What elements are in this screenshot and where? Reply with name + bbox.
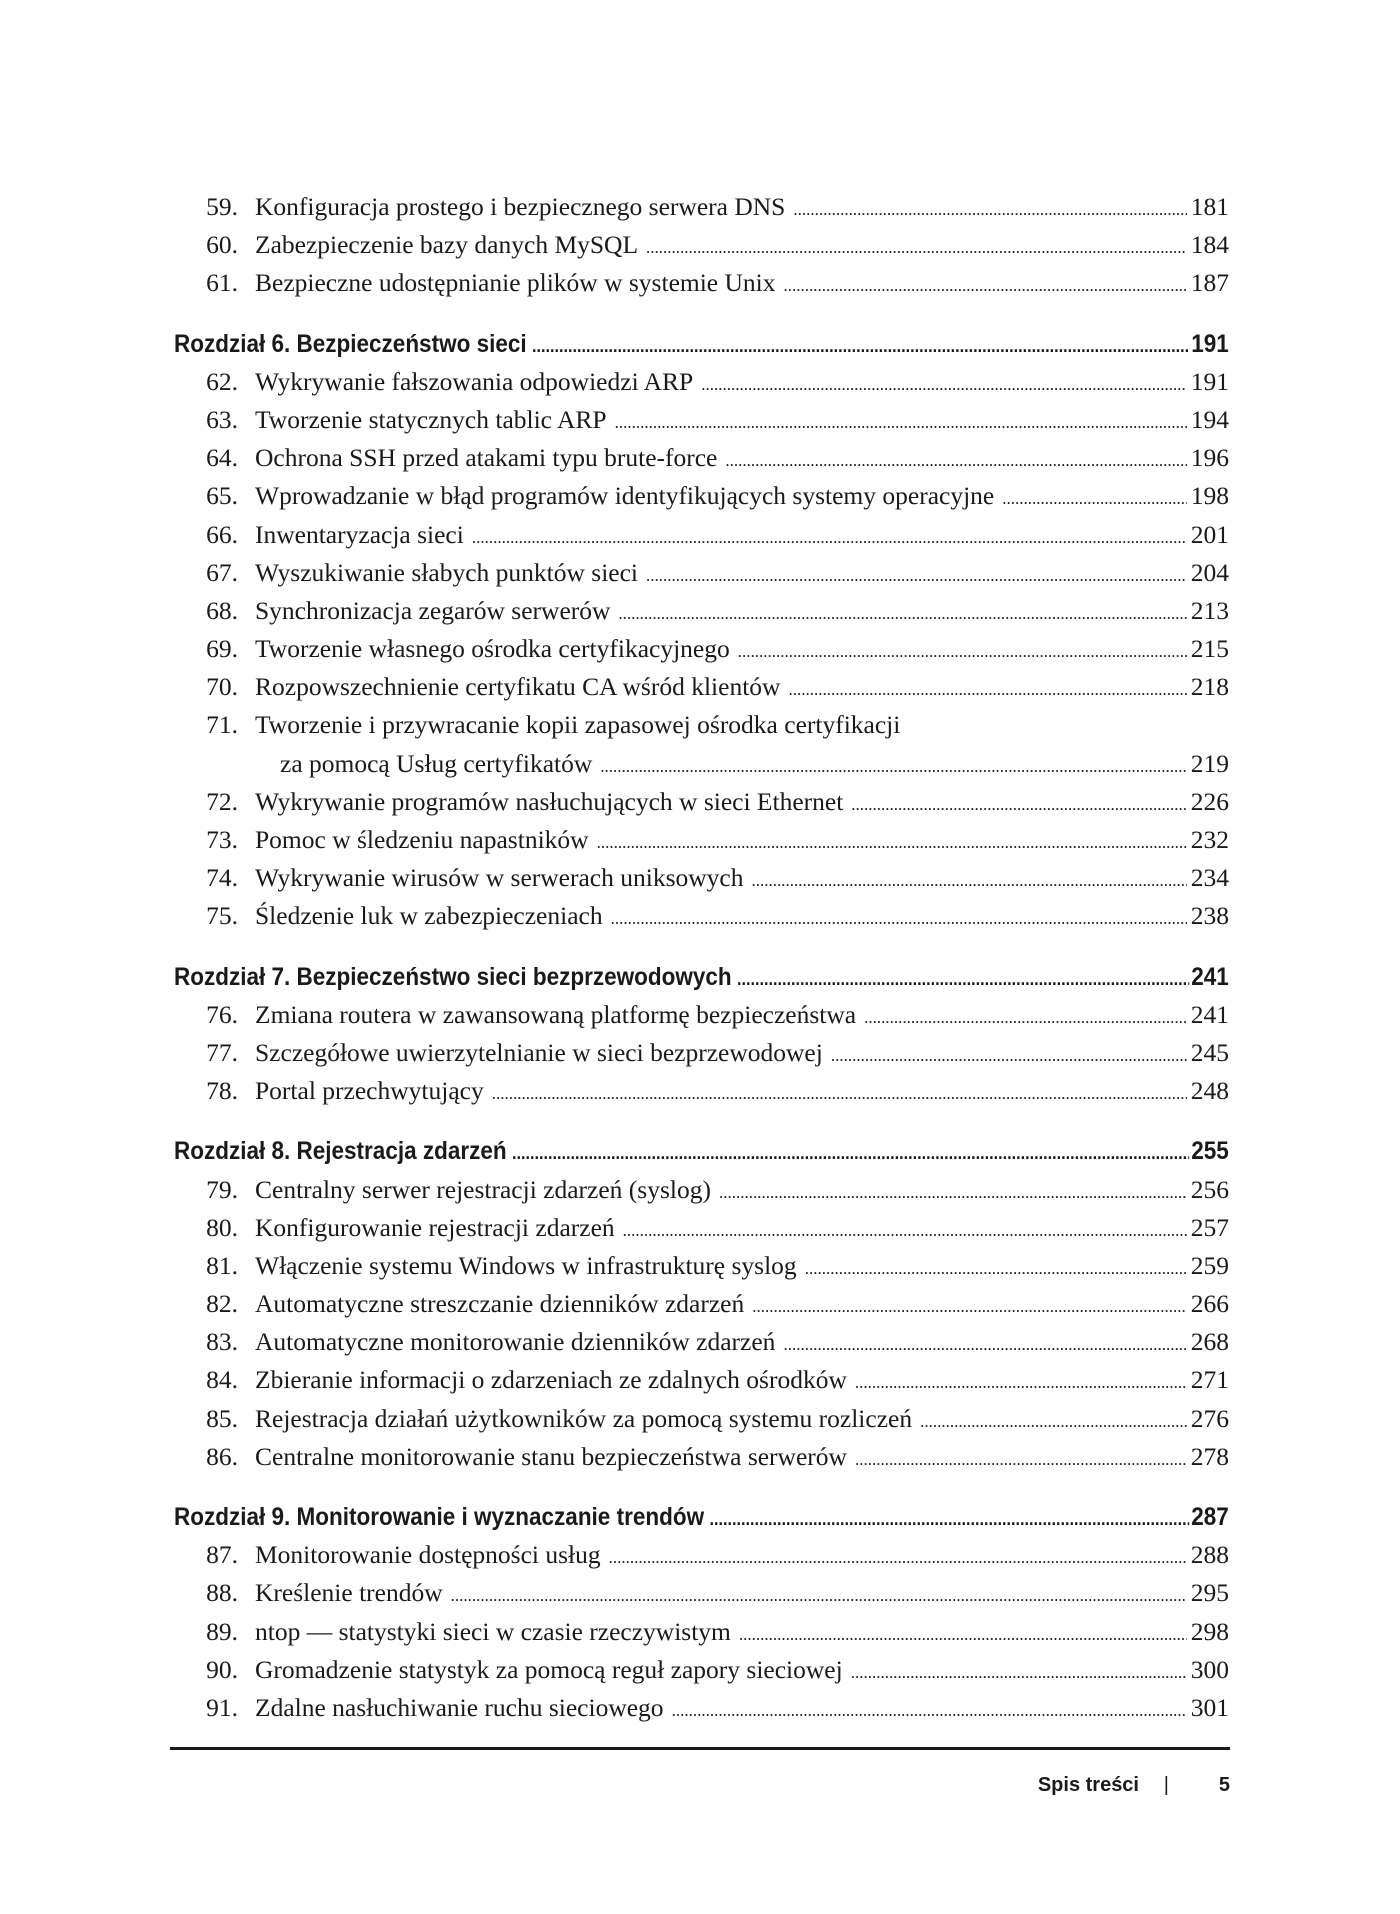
chapter-heading <box>174 325 1229 363</box>
toc-entry-title: Wyszukiwanie słabych punktów sieci <box>255 557 638 587</box>
dot-leader <box>611 900 1187 938</box>
toc-entry-title-continued: za pomocą Usług certyfikatów <box>280 748 593 778</box>
toc-entry-title: Zabezpieczenie bazy danych MySQL <box>255 230 639 260</box>
toc-entry <box>174 1034 1229 1072</box>
dot-leader <box>512 1134 1189 1172</box>
toc-entry-number: 77. <box>206 1037 238 1067</box>
toc-entry <box>174 1285 1229 1323</box>
toc-entry-number: 83. <box>206 1327 238 1357</box>
toc-entry-number: 70. <box>206 672 238 702</box>
dot-leader <box>752 1288 1187 1326</box>
toc-entry-title: Centralny serwer rejestracji zdarzeń (syslog) <box>255 1174 711 1204</box>
dot-leader <box>615 404 1187 442</box>
toc-entry <box>174 516 1229 554</box>
chapter-title: Rozdział 8. Rejestracja zdarzeń <box>174 1137 507 1166</box>
toc-entry-number: 79. <box>206 1174 238 1204</box>
footer-page-number: 5 <box>1218 1774 1230 1796</box>
toc-entry <box>174 1209 1229 1247</box>
toc-entry-title: Wykrywanie wirusów w serwerach uniksowych <box>255 863 744 893</box>
toc-entry <box>174 264 1229 302</box>
dot-leader <box>709 1500 1189 1538</box>
toc-entry-page: 232 <box>1190 825 1229 855</box>
dot-leader <box>752 862 1187 900</box>
toc-entry-number: 65. <box>206 481 238 511</box>
dot-leader <box>783 1326 1186 1364</box>
dot-leader <box>600 748 1186 786</box>
chapter-page: 287 <box>1191 1503 1229 1532</box>
dot-leader <box>597 824 1187 862</box>
dot-leader <box>646 557 1187 595</box>
dot-leader <box>618 595 1186 633</box>
toc-entry-title: Pomoc w śledzeniu napastników <box>255 825 589 855</box>
toc-entry-page: 245 <box>1190 1037 1229 1067</box>
toc-entry-number: 91. <box>206 1692 238 1722</box>
toc-entry-number: 78. <box>206 1076 238 1106</box>
dot-leader <box>805 1250 1187 1288</box>
chapter-page: 255 <box>1191 1137 1229 1166</box>
chapter-heading <box>174 1498 1229 1536</box>
dot-leader <box>492 1075 1187 1113</box>
toc-entry-title: Szczegółowe uwierzytelnianie w sieci bezprzewodowej <box>255 1037 823 1067</box>
dot-leader <box>793 191 1186 229</box>
toc-entry-title: Rejestracja działań użytkowników za pomocą systemu rozliczeń <box>255 1403 913 1433</box>
toc-entry-title: Inwentaryzacja sieci <box>255 519 464 549</box>
toc-entry-title: ntop — statystyki sieci w czasie rzeczywistym <box>255 1616 731 1646</box>
toc-entry <box>174 1361 1229 1399</box>
chapter-title: Rozdział 7. Bezpieczeństwo sieci bezprzewodowych <box>174 962 732 991</box>
chapter-title: Rozdział 9. Monitorowanie i wyznaczanie trendów <box>174 1503 705 1532</box>
toc-entry-page: 198 <box>1190 481 1229 511</box>
toc-entry-title: Wykrywanie programów nasłuchujących w sieci Ethernet <box>255 786 844 816</box>
toc-entry-page: 278 <box>1190 1441 1229 1471</box>
toc-entry-title: Rozpowszechnienie certyfikatu CA wśród klientów <box>255 672 781 702</box>
toc-entry-number: 71. <box>206 710 238 740</box>
dot-leader <box>739 1616 1187 1654</box>
toc-entry-page: 215 <box>1190 634 1229 664</box>
toc-entry <box>174 859 1229 897</box>
dot-leader <box>1002 480 1187 518</box>
toc-entry-title: Ochrona SSH przed atakami typu brute-force <box>255 443 718 473</box>
toc-entry-title: Zbieranie informacji o zdarzeniach ze zdalnych ośrodków <box>255 1365 847 1395</box>
toc-entry-page: 191 <box>1190 366 1229 396</box>
toc-entry-page: 226 <box>1190 786 1229 816</box>
toc-entry-page: 204 <box>1190 557 1229 587</box>
toc-entry <box>174 439 1229 477</box>
toc-entry-title: Portal przechwytujący <box>255 1076 484 1106</box>
toc-entry-title: Zmiana routera w zawansowaną platformę bezpieczeństwa <box>255 999 857 1029</box>
toc-entry-title: Kreślenie trendów <box>255 1578 443 1608</box>
toc-entry-title: Gromadzenie statystyk za pomocą reguł zapory sieciowej <box>255 1654 843 1684</box>
toc-entry-page: 268 <box>1190 1327 1229 1357</box>
toc-entry <box>174 1536 1229 1574</box>
toc-entry-page: 213 <box>1190 595 1229 625</box>
dot-leader <box>532 327 1189 365</box>
toc-entry-page: 266 <box>1190 1289 1229 1319</box>
toc-entry-page: 295 <box>1190 1578 1229 1608</box>
dot-leader <box>719 1174 1187 1212</box>
dot-leader <box>784 267 1187 305</box>
dot-leader <box>646 229 1187 267</box>
toc-entry-title: Wykrywanie fałszowania odpowiedzi ARP <box>255 366 694 396</box>
toc-entry <box>174 1072 1229 1110</box>
toc-entry-number: 87. <box>206 1540 238 1570</box>
toc-entry <box>174 1651 1229 1689</box>
toc-entry-page: 300 <box>1190 1654 1229 1684</box>
toc-entry-number: 85. <box>206 1403 238 1433</box>
toc-entry-number: 76. <box>206 999 238 1029</box>
toc-entry-title: Śledzenie luk w zabezpieczeniach <box>255 901 603 931</box>
chapter-page: 191 <box>1191 329 1229 358</box>
page-footer <box>1000 1770 1230 1800</box>
toc-entry-page: 234 <box>1190 863 1229 893</box>
toc-entry-page: 219 <box>1190 748 1229 778</box>
toc-entry-number: 89. <box>206 1616 238 1646</box>
dot-leader <box>609 1539 1187 1577</box>
dot-leader <box>737 960 1189 998</box>
toc-entry-number: 63. <box>206 404 238 434</box>
toc-entry-title: Zdalne nasłuchiwanie ruchu sieciowego <box>255 1692 664 1722</box>
toc-entry-page: 288 <box>1190 1540 1229 1570</box>
dot-leader <box>788 671 1186 709</box>
toc-entry <box>174 821 1229 859</box>
toc-entry-title: Bezpieczne udostępnianie plików w systemie Unix <box>255 268 776 298</box>
toc-entry-page: 194 <box>1190 404 1229 434</box>
toc-entry <box>174 226 1229 264</box>
toc-entry-page: 181 <box>1190 192 1229 221</box>
chapter-title: Rozdział 6. Bezpieczeństwo sieci <box>174 329 527 358</box>
chapter-page: 241 <box>1191 962 1229 991</box>
toc-entry <box>174 783 1229 821</box>
toc-entry-number: 75. <box>206 901 238 931</box>
toc-entry-number: 61. <box>206 268 238 298</box>
toc-entry <box>174 1323 1229 1361</box>
toc-entry-number: 66. <box>206 519 238 549</box>
dot-leader <box>851 1654 1187 1692</box>
dot-leader <box>623 1212 1187 1250</box>
dot-leader <box>851 786 1186 824</box>
toc-entry-number: 62. <box>206 366 238 396</box>
toc-entry <box>174 1574 1229 1612</box>
dot-leader <box>738 633 1187 671</box>
toc-entry <box>174 592 1229 630</box>
toc-entry <box>174 668 1229 706</box>
footer-rule <box>170 1747 1230 1750</box>
chapter-heading <box>174 1132 1229 1170</box>
toc-entry-page: 238 <box>1190 901 1229 931</box>
toc-entry <box>174 188 1229 226</box>
toc-entry-title: Wprowadzanie w błąd programów identyfikujących systemy operacyjne <box>255 481 995 511</box>
toc-entry-number: 68. <box>206 595 238 625</box>
toc-entry-page: 298 <box>1190 1616 1229 1646</box>
dot-leader <box>864 999 1187 1037</box>
toc-entry-title: Tworzenie statycznych tablic ARP <box>255 404 607 434</box>
toc-entry-number: 90. <box>206 1654 238 1684</box>
toc-entry-page: 201 <box>1190 519 1229 549</box>
dot-leader <box>472 519 1187 557</box>
toc-entry-number: 64. <box>206 443 238 473</box>
dot-leader <box>725 442 1186 480</box>
toc-entry-title: Synchronizacja zegarów serwerów <box>255 595 611 625</box>
toc-entry <box>174 401 1229 439</box>
toc-entry-number: 81. <box>206 1250 238 1280</box>
toc-entry <box>174 1689 1229 1727</box>
toc-entry-page: 218 <box>1190 672 1229 702</box>
toc-entry <box>174 1400 1229 1438</box>
toc-entry-number: 74. <box>206 863 238 893</box>
toc-entry-title: Konfiguracja prostego i bezpiecznego serwera DNS <box>255 192 786 221</box>
table-of-contents <box>174 188 1229 1727</box>
toc-entry <box>174 477 1229 515</box>
toc-entry-title: Automatyczne monitorowanie dzienników zdarzeń <box>255 1327 776 1357</box>
toc-entry <box>174 996 1229 1034</box>
dot-leader <box>451 1577 1187 1615</box>
toc-entry-number: 80. <box>206 1212 238 1242</box>
toc-entry-page: 271 <box>1190 1365 1229 1395</box>
dot-leader <box>855 1364 1187 1402</box>
dot-leader <box>672 1692 1187 1730</box>
dot-leader <box>831 1037 1187 1075</box>
toc-entry-number: 73. <box>206 825 238 855</box>
toc-entry-number: 72. <box>206 786 238 816</box>
chapter-heading <box>174 958 1229 996</box>
toc-entry-page: 276 <box>1190 1403 1229 1433</box>
toc-entry <box>174 706 1229 782</box>
toc-entry-number: 88. <box>206 1578 238 1608</box>
toc-entry-title: Centralne monitorowanie stanu bezpieczeństwa serwerów <box>255 1441 847 1471</box>
dot-leader <box>855 1441 1187 1479</box>
footer-separator: | <box>1163 1774 1169 1796</box>
toc-entry-title: Automatyczne streszczanie dzienników zdarzeń <box>255 1289 745 1319</box>
toc-entry <box>174 1171 1229 1209</box>
toc-entry-number: 60. <box>206 230 238 260</box>
toc-entry <box>174 1438 1229 1476</box>
toc-entry-title: Konfigurowanie rejestracji zdarzeń <box>255 1212 615 1242</box>
toc-entry-page: 248 <box>1190 1076 1229 1106</box>
toc-entry-page: 196 <box>1190 443 1229 473</box>
toc-entry-title: Tworzenie i przywracanie kopii zapasowej ośrodka certyfikacji <box>255 710 901 740</box>
toc-entry-number: 86. <box>206 1441 238 1471</box>
toc-entry-number: 69. <box>206 634 238 664</box>
toc-entry-page: 187 <box>1190 268 1229 298</box>
toc-entry-page: 241 <box>1190 999 1229 1029</box>
toc-entry <box>174 363 1229 401</box>
footer-section-label: Spis treści <box>1037 1774 1139 1796</box>
toc-entry-title: Monitorowanie dostępności usług <box>255 1540 601 1570</box>
toc-entry <box>174 630 1229 668</box>
toc-entry-page: 301 <box>1190 1692 1229 1722</box>
toc-entry <box>174 1613 1229 1651</box>
toc-entry <box>174 1247 1229 1285</box>
toc-entry-number: 84. <box>206 1365 238 1395</box>
toc-entry-title: Tworzenie własnego ośrodka certyfikacyjnego <box>255 634 730 664</box>
toc-entry-page: 256 <box>1190 1174 1229 1204</box>
toc-entry-page: 257 <box>1190 1212 1229 1242</box>
toc-entry-page: 184 <box>1190 230 1229 260</box>
toc-entry-title: Włączenie systemu Windows w infrastrukturę syslog <box>255 1250 797 1280</box>
toc-entry <box>174 897 1229 935</box>
toc-entry-page: 259 <box>1190 1250 1229 1280</box>
toc-entry-number: 59. <box>206 192 238 221</box>
toc-entry-number: 67. <box>206 557 238 587</box>
toc-entry-number: 82. <box>206 1289 238 1319</box>
dot-leader <box>701 366 1187 404</box>
dot-leader <box>920 1403 1187 1441</box>
toc-entry <box>174 554 1229 592</box>
